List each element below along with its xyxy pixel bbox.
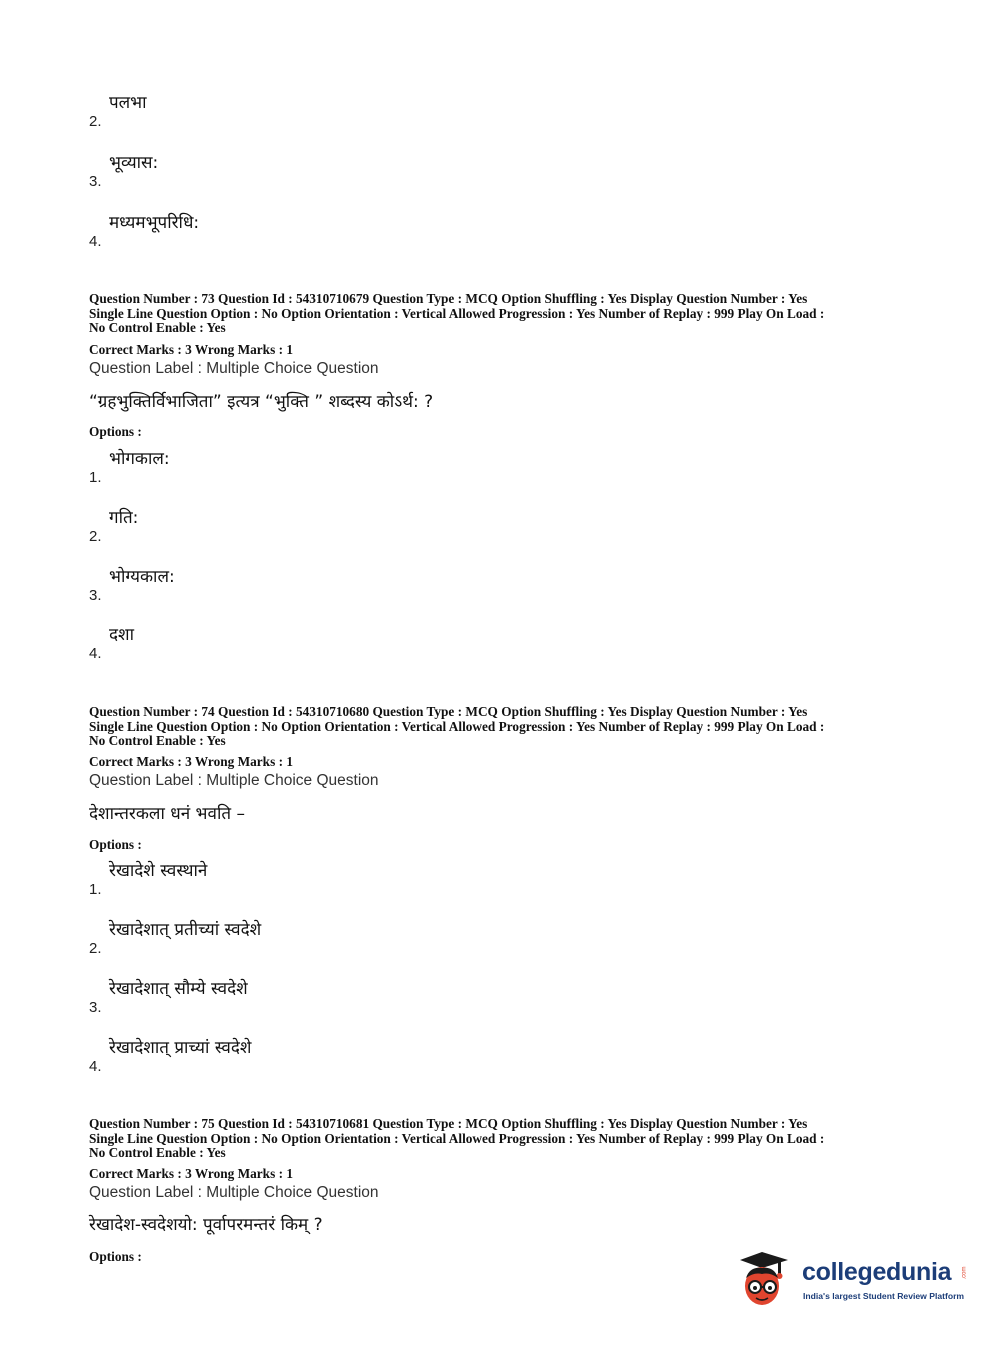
question-meta-73 <box>89 292 919 336</box>
meta-line: Question Number : 75 Question Id : 54310710681 Question Type : MCQ Option Shuffling : Yes Display Question Number : Yes <box>89 1116 808 1131</box>
question-text-73: “ग्रहभुक्तिर्विभाजिता” इत्यत्र “भुक्ति ” शब्दस्य कोऽर्थ: ? <box>89 392 434 412</box>
option-text: भोगकाल: <box>109 449 170 469</box>
meta-line: Single Line Question Option : No Option Orientation : Vertical Allowed Progression : Yes Number of Replay : 999 Play On Load : <box>89 1130 825 1146</box>
meta-line: Question Number : 73 Question Id : 54310710679 Question Type : MCQ Option Shuffling : Yes Display Question Number : Yes <box>89 291 808 306</box>
option-number: 4. <box>89 1058 102 1075</box>
logo-wordmark: collegedunia <box>802 1258 952 1286</box>
option-text: मध्यमभूपरिधि: <box>109 213 200 233</box>
option-text: दशा <box>109 625 134 645</box>
option-text: गति: <box>109 508 139 528</box>
option-number: 3. <box>89 587 102 604</box>
meta-line: Question Number : 74 Question Id : 54310710680 Question Type : MCQ Option Shuffling : Yes Display Question Number : Yes <box>89 704 808 719</box>
q73-option-1 <box>89 446 689 486</box>
q73-option-2 <box>89 505 689 545</box>
option-number: 1. <box>89 469 102 486</box>
option-number: 2. <box>89 940 102 957</box>
prev-option-4 <box>89 210 689 250</box>
option-text: पलभा <box>109 93 147 113</box>
meta-line: No Control Enable : Yes <box>89 320 226 335</box>
options-heading-73: Options : <box>89 424 142 439</box>
option-text: रेखादेशात् प्राच्यां स्वदेशे <box>109 1038 252 1058</box>
option-text: भोग्यकाल: <box>109 567 175 587</box>
option-number: 4. <box>89 233 102 250</box>
prev-option-3 <box>89 150 689 190</box>
question-text-74: देशान्तरकला धनं भवति – <box>89 804 245 824</box>
option-text: भूव्यास: <box>109 153 159 173</box>
option-number: 3. <box>89 173 102 190</box>
meta-line: Single Line Question Option : No Option Orientation : Vertical Allowed Progression : Yes Number of Replay : 999 Play On Load : <box>89 718 825 734</box>
option-number: 1. <box>89 881 102 898</box>
q74-option-4 <box>89 1035 689 1075</box>
question-marks-73: Correct Marks : 3 Wrong Marks : 1 <box>89 342 293 357</box>
question-meta-74 <box>89 705 919 749</box>
q73-option-3 <box>89 564 689 604</box>
options-heading-75: Options : <box>89 1249 142 1264</box>
mascot-icon <box>740 1250 800 1314</box>
options-heading-74: Options : <box>89 837 142 852</box>
q74-option-2 <box>89 917 689 957</box>
question-meta-75 <box>89 1117 919 1161</box>
meta-line: Single Line Question Option : No Option Orientation : Vertical Allowed Progression : Yes Number of Replay : 999 Play On Load : <box>89 305 825 321</box>
question-label-75: Question Label : Multiple Choice Question <box>89 1184 379 1201</box>
q73-option-4 <box>89 622 689 662</box>
question-text-75: रेखादेश-स्वदेशयो: पूर्वापरमन्तरं किम् ? <box>89 1215 323 1235</box>
option-number: 2. <box>89 113 102 130</box>
question-marks-74: Correct Marks : 3 Wrong Marks : 1 <box>89 754 293 769</box>
prev-option-2 <box>89 90 689 130</box>
logo-suffix: .com <box>961 1266 968 1280</box>
question-label-74: Question Label : Multiple Choice Question <box>89 772 379 789</box>
logo-tagline: India's largest Student Review Platform <box>803 1291 965 1301</box>
meta-line: No Control Enable : Yes <box>89 733 226 748</box>
collegedunia-logo <box>740 1250 970 1314</box>
question-marks-75: Correct Marks : 3 Wrong Marks : 1 <box>89 1166 293 1181</box>
option-number: 3. <box>89 999 102 1016</box>
q74-option-3 <box>89 976 689 1016</box>
option-text: रेखादेशे स्वस्थाने <box>109 861 208 881</box>
option-number: 2. <box>89 528 102 545</box>
option-number: 4. <box>89 645 102 662</box>
option-text: रेखादेशात् सौम्ये स्वदेशे <box>109 979 248 999</box>
question-label-73: Question Label : Multiple Choice Question <box>89 360 379 377</box>
meta-line: No Control Enable : Yes <box>89 1145 226 1160</box>
option-text: रेखादेशात् प्रतीच्यां स्वदेशे <box>109 920 262 940</box>
q74-option-1 <box>89 858 689 898</box>
